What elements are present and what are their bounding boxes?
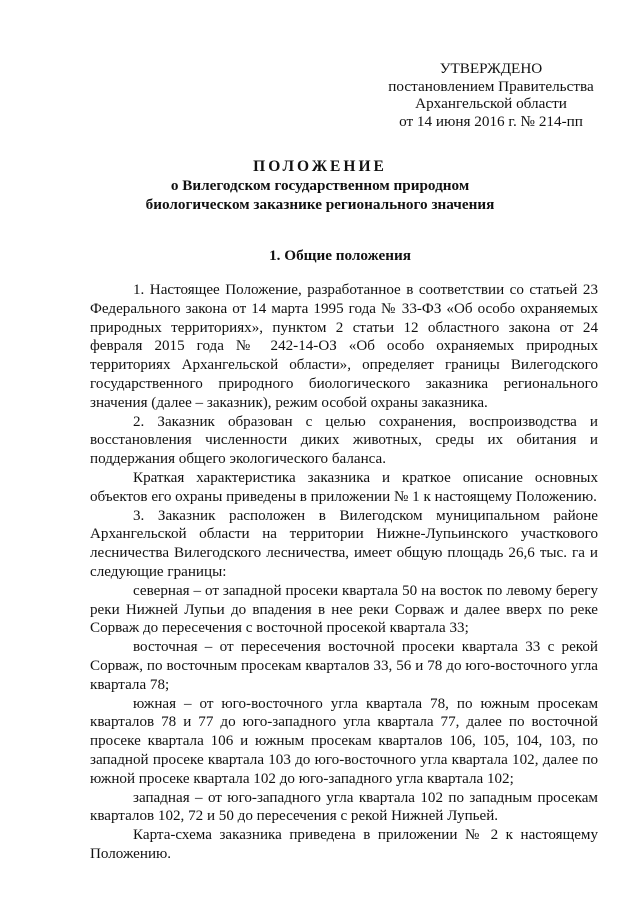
paragraph: 3. Заказник расположен в Вилегодском муниципальном районе Архангельской области на территории Нижне-Лупьинского участкового лесничества Вилегодского лесничества, имеет общую площадь 26,6 тыс. га и следующие границы:	[90, 507, 598, 580]
paragraph: Краткая характеристика заказника и краткое описание основных объектов его охраны приведены в приложении № 1 к настоящему Положению.	[90, 469, 598, 505]
document-title: ПОЛОЖЕНИЕ	[253, 158, 387, 175]
approval-line: постановлением Правительства	[388, 77, 594, 95]
approval-heading: УТВЕРЖДЕНО	[439, 60, 543, 77]
document-subtitle-line: о Вилегодском государственном природном	[170, 177, 470, 194]
approval-block	[380, 60, 602, 130]
paragraph: восточная – от пересечения восточной просеки квартала 33 с рекой Сорваж, по восточным просекам кварталов 33, 56 и 78 до юго-восточного угла квартала 78;	[90, 639, 598, 693]
paragraph: Карта-схема заказника приведена в приложении № 2 к настоящему Положению.	[90, 827, 598, 862]
paragraph: 2. Заказник образован с целью сохранения, воспроизводства и восстановления численности диких животных, среды их обитания и поддержания общего экологического баланса.	[90, 413, 598, 468]
document-title-block	[90, 157, 550, 214]
paragraph: южная – от юго-восточного угла квартала 78, по южным просекам кварталов 78 и 77 до юго-западного угла квартала 77, далее по восточной просеке квартала 106 и южным просекам кварталов 106, 105, 104, 103, по западной просеке квартала 103 до юго-восточного угла квартала 102, далее по южной просеке квартала 102 до юго-западного угла квартала 102;	[90, 695, 598, 787]
paragraph: северная – от западной просеки квартала 50 на восток по левому берегу реки Нижней Лупьи до впадения в нее реки Сорваж и далее вверх по реке Сорваж до пересечения с восточной просекой квартала 33;	[90, 582, 598, 637]
approval-line: Архангельской области	[415, 95, 567, 112]
document-subtitle-line: биологическом заказнике регионального значения	[145, 196, 495, 213]
section-heading: 1. Общие положения	[269, 247, 411, 264]
document-body	[90, 281, 598, 864]
paragraph: западная – от юго-западного угла квартала 102 по западным просекам кварталов 102, 72 и 50 до пересечения с рекой Нижней Лупьей.	[90, 789, 598, 825]
approval-line: от 14 июня 2016 г. № 214-пп	[399, 112, 583, 130]
paragraph: 1. Настоящее Положение, разработанное в соответствии со статьей 23 Федерального закона от 14 марта 1995 года № 33-ФЗ «Об особо охраняемых природных территориях», пунктом 2 статьи 12 областного закона от 24 февраля 2015 года № 242-14-ОЗ «Об особо охраняемых природных территориях Архангельской области», определяет границы Вилегодского государственного природного биологического заказника регионального значения (далее – заказник), режим особой охраны заказника.	[90, 282, 598, 411]
